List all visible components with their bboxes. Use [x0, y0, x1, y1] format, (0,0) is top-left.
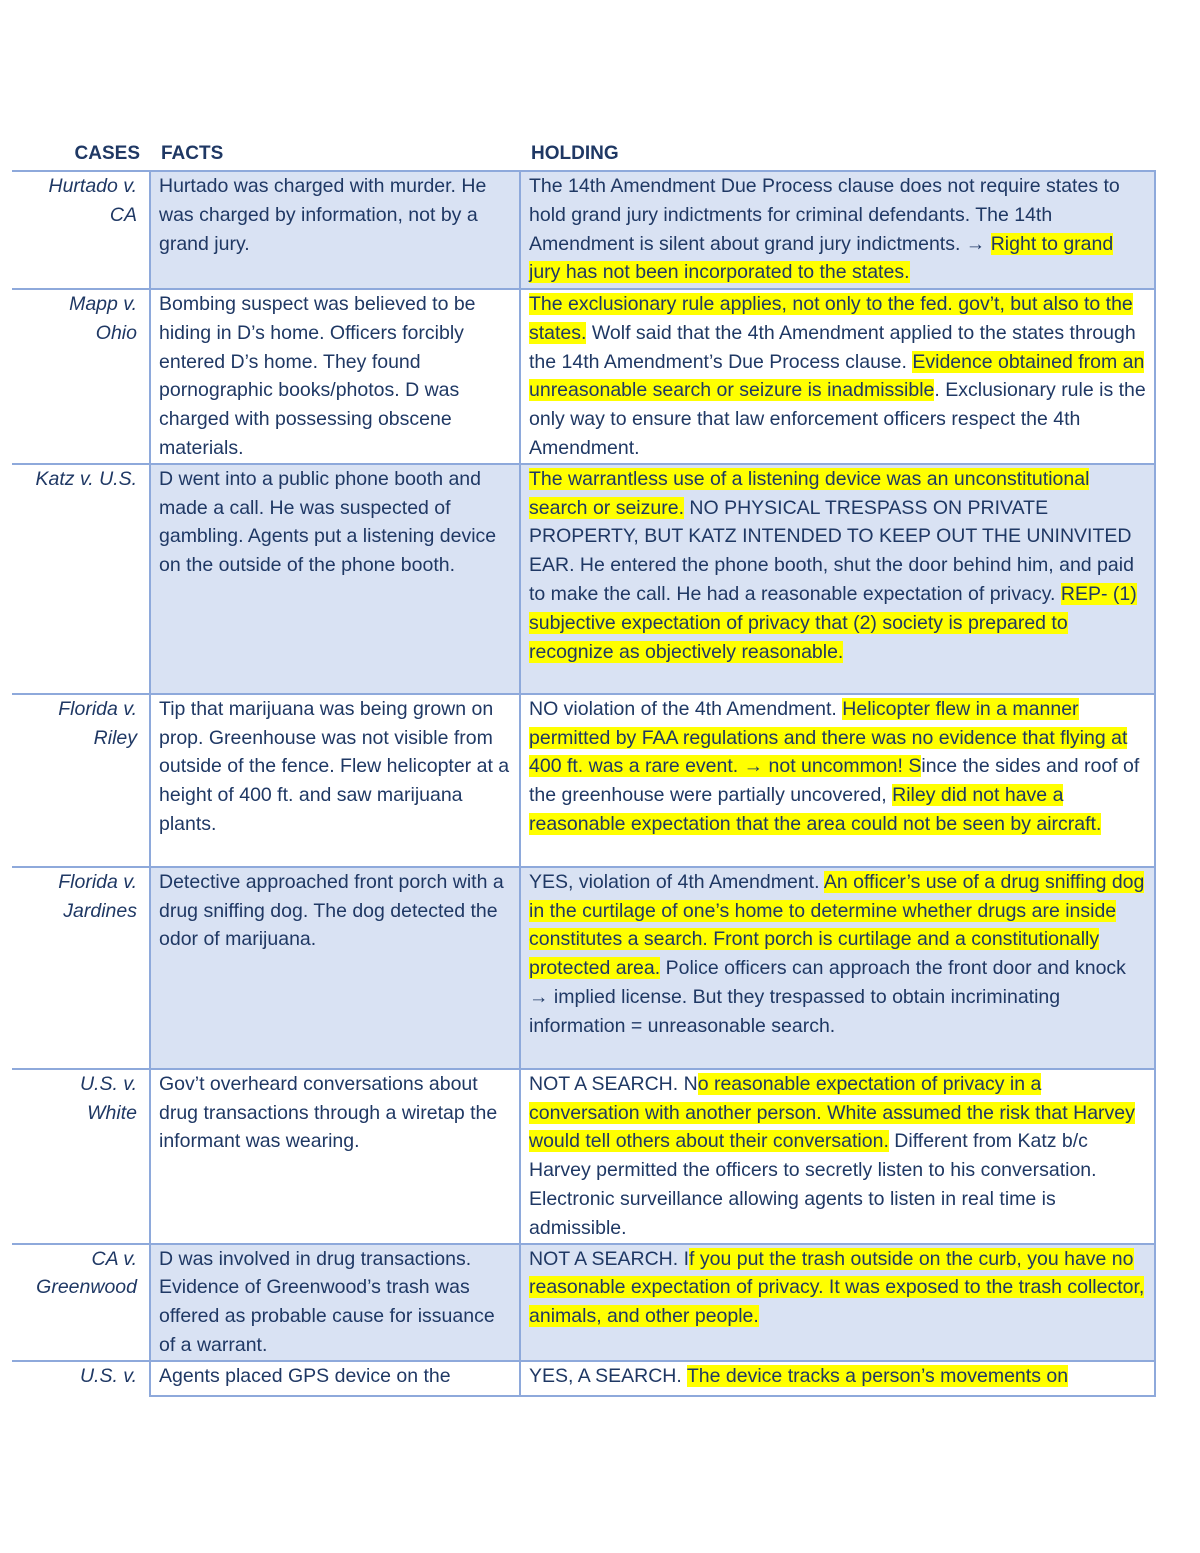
case-row: [12, 1244, 1155, 1361]
case-row: [12, 464, 1155, 694]
highlighted-text: An officer’s use of a drug sniffing dog in the curtilage of one’s home to determine whether drugs are inside constitutes a search. Front porch is curtilage and a constitutionally protected area.: [529, 870, 1145, 980]
highlighted-text: o reasonable expectation of privacy in a conversation with another person. White assumed the risk that Harvey would tell others about their conversation.: [529, 1072, 1135, 1153]
highlighted-text: Evidence obtained from an unreasonable search or seizure is inadmissible: [529, 350, 1145, 402]
holding-text: NOT A SEARCH. I: [529, 1247, 690, 1270]
case-facts: Bombing suspect was believed to be hiding in D’s home. Officers forcibly entered D’s home. They found pornographic books/photos. D was charged with possessing obscene materials.: [150, 289, 520, 464]
holding-text: NO violation of the 4th Amendment.: [529, 697, 843, 720]
case-name-line: Jardines: [63, 899, 137, 922]
holding-text: Police officers can approach the front door and knock → implied license. But they trespassed to obtain incriminating information = unreasonable search.: [529, 957, 1126, 1037]
holding-text: ince the sides and roof of the greenhouse were partially uncovered,: [529, 755, 1140, 807]
case-name-line: U.S. v.: [79, 1364, 137, 1387]
case-name-line: U.S. v.: [79, 1072, 137, 1095]
case-name: [12, 867, 150, 1069]
case-facts: Agents placed GPS device on the: [150, 1361, 520, 1396]
case-name: [12, 1244, 150, 1361]
case-row: [12, 1361, 1155, 1396]
case-holding: [520, 289, 1155, 464]
case-holding: [520, 694, 1155, 867]
highlighted-text: REP- (1) subjective expectation of privacy that (2) society is prepared to recognize as objectively reasonable.: [529, 582, 1137, 663]
case-row: [12, 1069, 1155, 1244]
highlighted-text: The warrantless use of a listening device was an unconstitutional search or seizure.: [529, 467, 1090, 519]
highlighted-text: Right to grand jury has not been incorporated to the states.: [529, 232, 1114, 284]
case-facts: Gov’t overheard conversations about drug transactions through a wiretap the informant was wearing.: [150, 1069, 520, 1244]
case-name-line: CA v.: [91, 1247, 137, 1270]
highlighted-text: f you put the trash outside on the curb, you have no reasonable expectation of privacy. It was exposed to the trash collector, animals, and other people.: [529, 1247, 1145, 1328]
holding-column-header: HOLDING: [531, 143, 619, 164]
cases-table: [12, 170, 1156, 1397]
case-holding: [520, 1069, 1155, 1244]
highlighted-text: Riley did not have a reasonable expectation that the area could not be seen by aircraft.: [529, 784, 1102, 835]
case-holding: [520, 1361, 1155, 1396]
holding-text: The 14th Amendment Due Process clause does not require states to hold grand jury indictments for criminal defendants. The 14th Amendment is silent about grand jury indictments. →: [529, 175, 1120, 255]
case-name-line: White: [87, 1101, 137, 1124]
case-name-line: Florida v.: [58, 870, 137, 893]
case-row: [12, 289, 1155, 464]
case-name: [12, 694, 150, 867]
case-name-line: Katz v. U.S.: [35, 467, 137, 490]
highlighted-text: The device tracks a person’s movements on: [686, 1364, 1069, 1387]
holding-text: YES, violation of 4th Amendment.: [529, 870, 824, 893]
case-name-line: Florida v.: [58, 697, 137, 720]
case-facts: D went into a public phone booth and made a call. He was suspected of gambling. Agents put a listening device on the outside of the phone booth.: [150, 464, 520, 694]
case-facts: Detective approached front porch with a drug sniffing dog. The dog detected the odor of marijuana.: [150, 867, 520, 1069]
case-row: [12, 867, 1155, 1069]
holding-text: YES, A SEARCH.: [529, 1364, 687, 1387]
case-name: [12, 289, 150, 464]
holding-text: NOT A SEARCH. N: [529, 1072, 698, 1095]
highlighted-text: The exclusionary rule applies, not only to the fed. gov’t, but also to the states.: [529, 293, 1133, 344]
case-facts: Tip that marijuana was being grown on prop. Greenhouse was not visible from outside of the fence. Flew helicopter at a height of 400 ft. and saw marijuana plants.: [150, 694, 520, 867]
holding-text: NO PHYSICAL TRESPASS ON PRIVATE PROPERTY, BUT KATZ INTENDED TO KEEP OUT THE UNINVITED EAR. He entered the phone booth, shut the door behind him, and paid to make the call. He had a reasonable expectation of privacy.: [529, 496, 1134, 605]
case-row: [12, 171, 1155, 289]
facts-column-header: FACTS: [161, 143, 224, 164]
case-name-line: Greenwood: [36, 1276, 137, 1299]
holding-text: Different from Katz b/c Harvey permitted the officers to secretly listen to his conversation. Electronic surveillance allowing agents to listen in real time is admissible.: [529, 1130, 1097, 1239]
case-name: [12, 1069, 150, 1244]
case-holding: [520, 867, 1155, 1069]
holding-text: . Exclusionary rule is the only way to ensure that law enforcement officers respect the 4th Amendment.: [529, 379, 1146, 459]
case-name: [12, 171, 150, 289]
case-name-line: CA: [109, 203, 137, 226]
case-name: [12, 464, 150, 694]
case-name-line: Hurtado v.: [48, 175, 137, 197]
case-holding: [520, 171, 1155, 289]
case-facts: Hurtado was charged with murder. He was charged by information, not by a grand jury.: [150, 171, 520, 289]
holding-text: Wolf said that the 4th Amendment applied to the states through the 14th Amendment’s Due Process clause.: [529, 321, 1136, 373]
case-name-line: Riley: [93, 726, 137, 749]
case-holding: [520, 1244, 1155, 1361]
case-name: [12, 1361, 150, 1396]
case-holding: [520, 464, 1155, 694]
cases-column-header: CASES: [74, 143, 140, 164]
case-name-line: Ohio: [95, 321, 137, 344]
case-row: [12, 694, 1155, 867]
highlighted-text: Helicopter flew in a manner permitted by FAA regulations and there was no evidence that flying at 400 ft. was a rare event. → not uncommon! S: [529, 697, 1128, 778]
case-name-line: Mapp v.: [69, 293, 137, 315]
case-facts: D was involved in drug transactions. Evidence of Greenwood’s trash was offered as probable cause for issuance of a warrant.: [150, 1244, 520, 1361]
